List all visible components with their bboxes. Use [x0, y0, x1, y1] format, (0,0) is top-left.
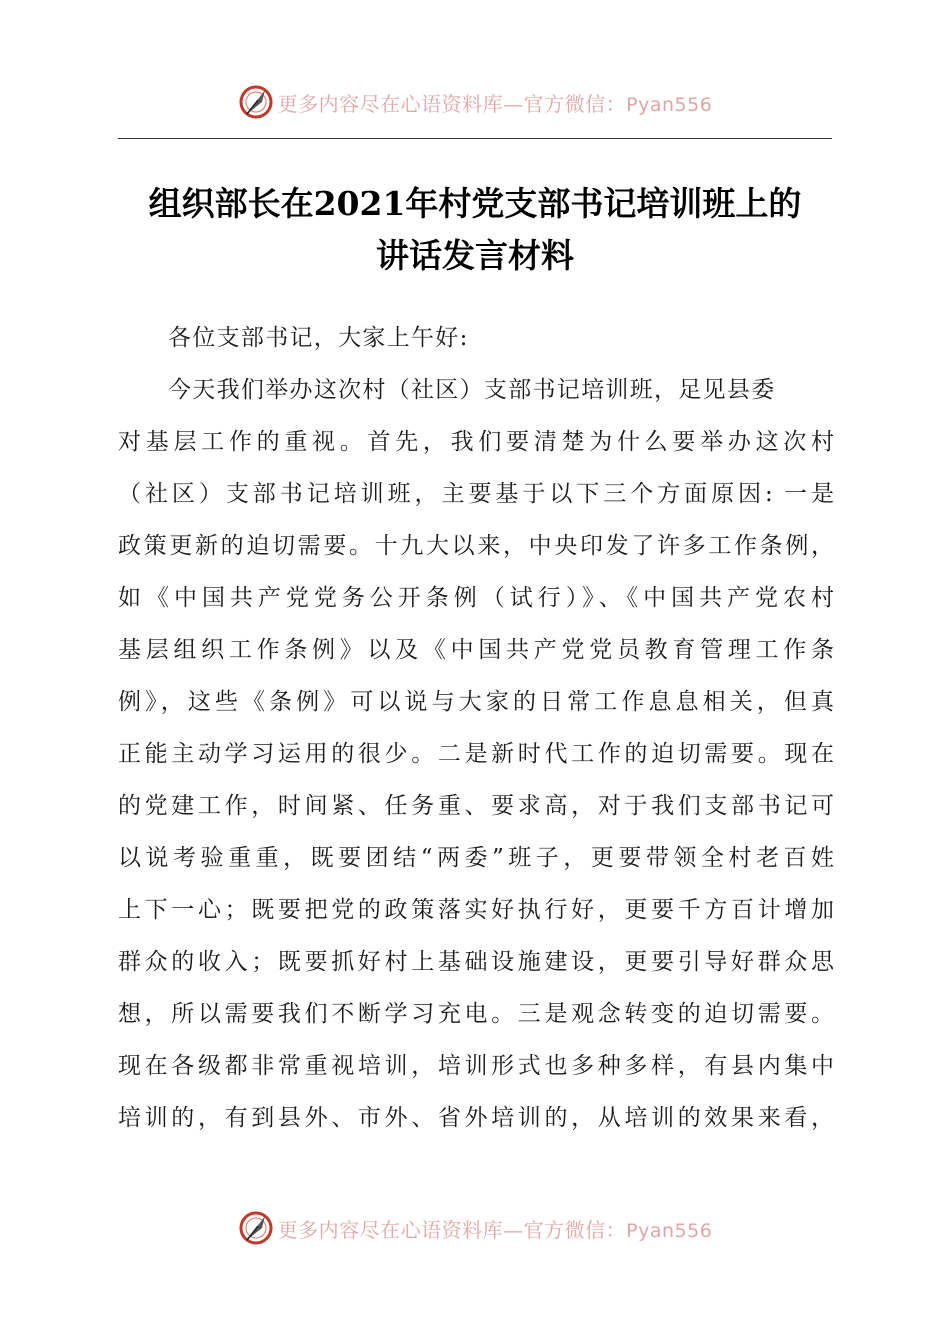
- quill-logo-icon: [238, 1210, 274, 1246]
- paragraph-line: （社区）支部书记培训班，主要基于以下三个方面原因: 一是: [118, 481, 834, 507]
- salutation: 各位支部书记，大家上午好:: [168, 325, 469, 351]
- paragraph-line: 正能主动学习运用的很少。二是新时代工作的迫切需要。现在: [118, 741, 834, 767]
- title-line-1: 组织部长在2021年村党支部书记培训班上的: [148, 184, 802, 223]
- document-title: [100, 178, 850, 282]
- paragraph-line: 的党建工作，时间紧、任务重、要求高，对于我们支部书记可: [118, 793, 834, 819]
- footer-banner-text: 更多内容尽在心语资料库—官方微信：Pyan556: [277, 1217, 713, 1242]
- footer-banner: [0, 1208, 950, 1248]
- paragraph-line: 群众的收入；既要抓好村上基础设施建设，更要引导好群众思: [118, 949, 834, 975]
- paragraph-line: 想，所以需要我们不断学习充电。三是观念转变的迫切需要。: [118, 1001, 834, 1027]
- paragraph-line: 上下一心；既要把党的政策落实好执行好，更要千方百计增加: [118, 897, 834, 923]
- paragraph-line: 政策更新的迫切需要。十九大以来，中央印发了许多工作条例，: [118, 533, 834, 559]
- paragraph-line: 今天我们举办这次村（社区）支部书记培训班，足见县委: [168, 377, 776, 403]
- paragraph-line: 培训的，有到县外、市外、省外培训的，从培训的效果来看，: [118, 1105, 834, 1131]
- header-banner-text: 更多内容尽在心语资料库—官方微信：Pyan556: [277, 91, 713, 116]
- paragraph-line: 如《中国共产党党务公开条例（试行）》、《中国共产党农村: [118, 585, 834, 611]
- paragraph-line: 现在各级都非常重视培训，培训形式也多种多样，有县内集中: [118, 1053, 834, 1079]
- paragraph-line: 对基层工作的重视。首先，我们要清楚为什么要举办这次村: [118, 429, 834, 455]
- quill-logo-icon: [238, 84, 274, 120]
- paragraph-line: 以说考验重重，既要团结“两委”班子，更要带领全村老百姓: [118, 845, 834, 871]
- paragraph-line: 例》，这些《条例》可以说与大家的日常工作息息相关，但真: [118, 689, 834, 715]
- document-body: [118, 312, 834, 1144]
- header-banner: [0, 82, 950, 122]
- paragraph-line: 基层组织工作条例》以及《中国共产党党员教育管理工作条: [118, 637, 834, 663]
- title-line-2: 讲话发言材料: [376, 236, 574, 275]
- header-rule: [118, 138, 832, 139]
